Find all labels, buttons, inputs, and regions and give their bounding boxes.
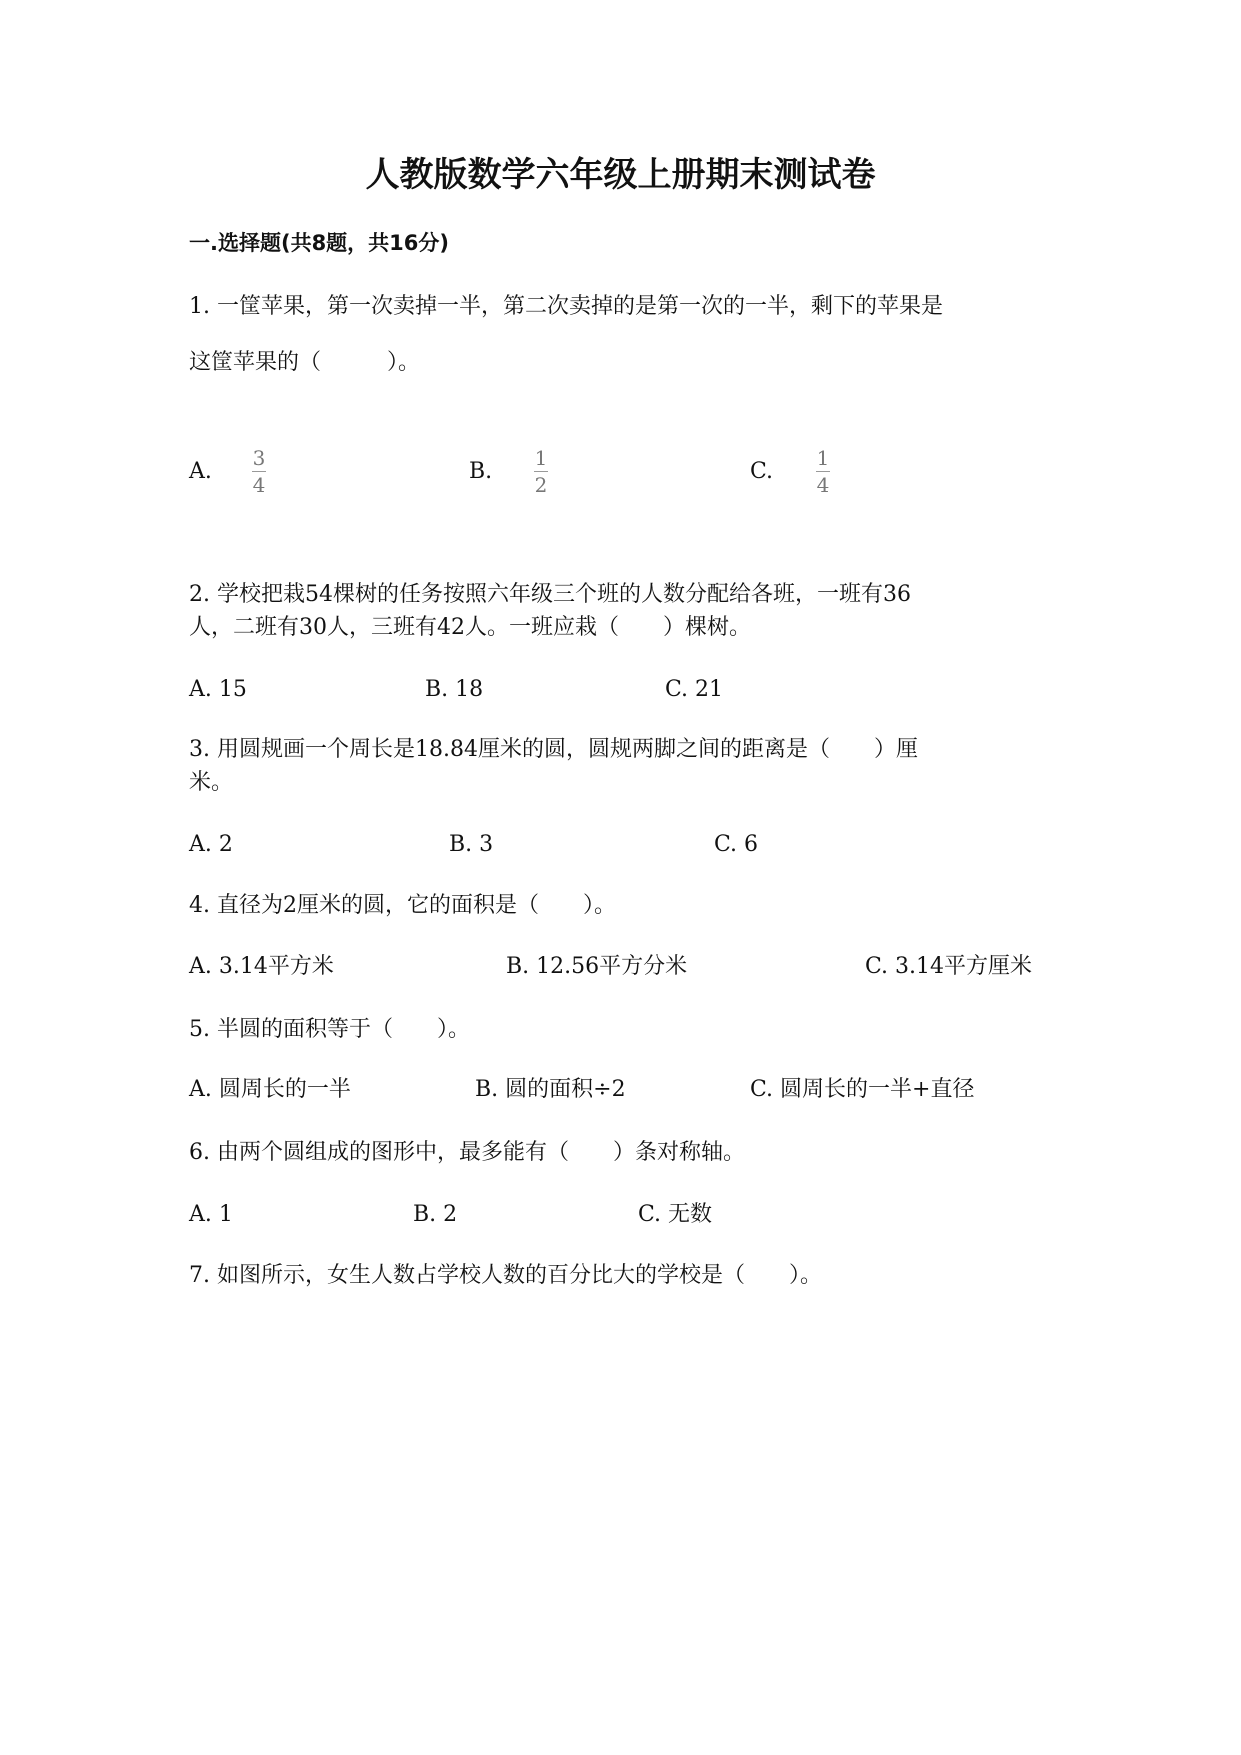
option-c: C. 圆周长的一半+直径 [750,1077,975,1102]
option-c: C. 21 [665,677,724,702]
page-title: 人教版数学六年级上册期末测试卷 [365,155,876,195]
option-b: B. 圆的面积÷2 [475,1077,626,1102]
section-heading: 一.选择题(共8题，共16分) [189,231,450,255]
option-b: B. 2 [413,1202,458,1227]
option-c: C. 3.14平方厘米 [865,954,1033,979]
option-b-fraction [534,448,548,495]
denominator: 4 [252,473,266,497]
question-6: 6. 由两个圆组成的图形中，最多能有（ ）条对称轴。 [189,1140,745,1165]
option-c: C. 6 [714,832,759,857]
option-c: C. 无数 [638,1202,713,1227]
option-b: B. 3 [449,832,494,857]
numerator: 1 [534,446,548,470]
denominator: 2 [534,473,548,497]
option-a: A. 2 [189,832,233,857]
numerator: 1 [816,446,830,470]
option-a: A. 15 [189,677,247,702]
numerator: 3 [252,446,266,470]
denominator: 4 [816,473,830,497]
question-1-line-2: 这筐苹果的（ ）。 [189,350,421,375]
option-b-label: B. [469,459,493,484]
option-c-label: C. [750,459,774,484]
option-a: A. 圆周长的一半 [189,1077,351,1102]
option-a-fraction [252,448,266,495]
question-2-line-1: 2. 学校把栽54棵树的任务按照六年级三个班的人数分配给各班，一班有36 [189,582,911,607]
question-7: 7. 如图所示，女生人数占学校人数的百分比大的学校是（ ）。 [189,1263,822,1288]
option-a-label: A. [189,459,212,484]
question-3-line-1: 3. 用圆规画一个周长是18.84厘米的圆，圆规两脚之间的距离是（ ）厘 [189,737,918,762]
question-4: 4. 直径为2厘米的圆，它的面积是（ ）。 [189,893,616,918]
option-a: A. 3.14平方米 [189,954,334,979]
question-1-line-1: 1. 一筐苹果，第一次卖掉一半，第二次卖掉的是第一次的一半，剩下的苹果是 [189,294,943,319]
option-b: B. 12.56平方分米 [506,954,688,979]
question-2-line-2: 人，二班有30人，三班有42人。一班应栽（ ）棵树。 [189,615,751,640]
option-c-fraction [816,448,830,495]
option-a: A. 1 [189,1202,233,1227]
question-5: 5. 半圆的面积等于（ ）。 [189,1017,470,1042]
option-b: B. 18 [425,677,484,702]
question-3-line-2: 米。 [189,770,234,795]
